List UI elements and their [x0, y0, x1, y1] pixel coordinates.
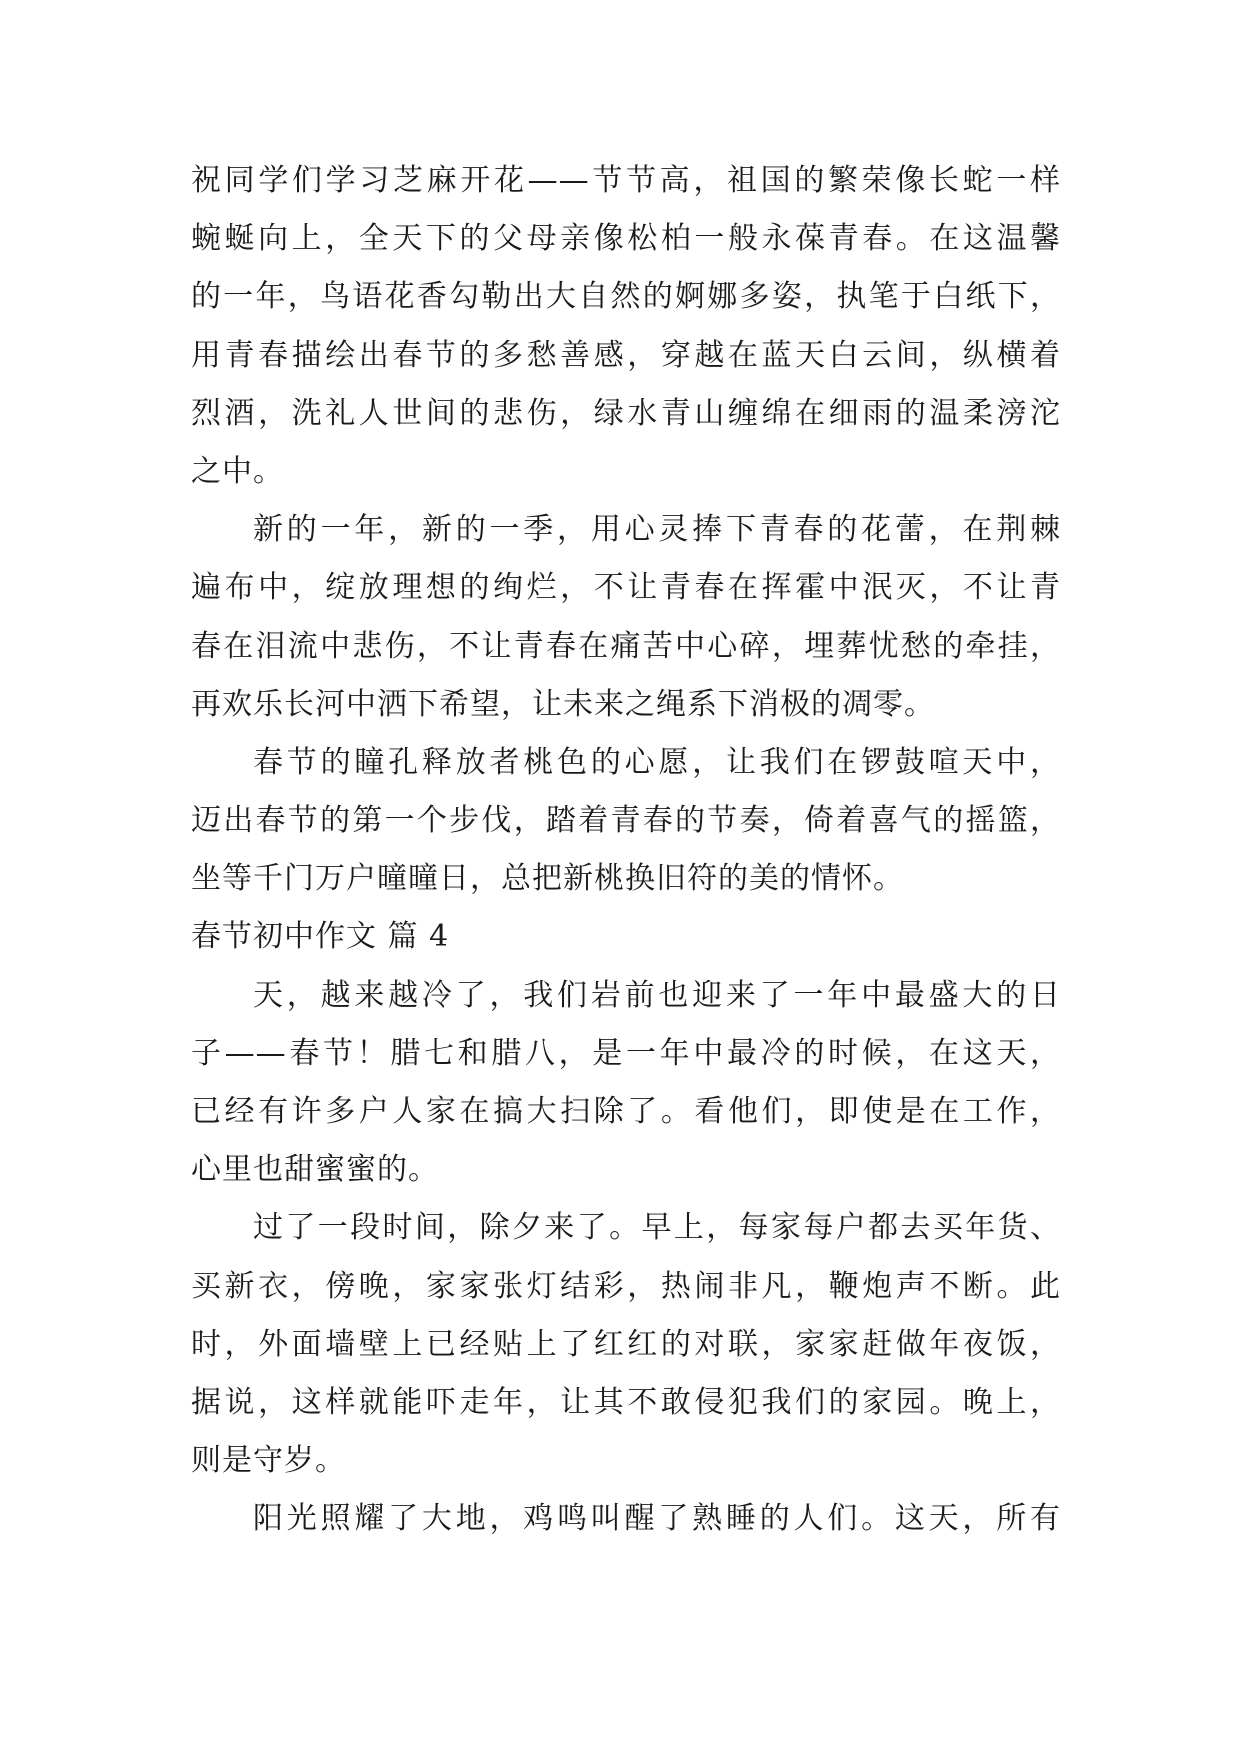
text-line: 则是守岁。 — [191, 1443, 346, 1479]
text-line: 春节的瞳孔释放者桃色的心愿，让我们在锣鼓喧天中， — [253, 744, 1061, 780]
text-line: 蜿蜒向上，全天下的父母亲像松柏一般永葆青春。在这温馨 — [191, 221, 1061, 257]
paragraph-6 — [191, 1490, 1061, 1548]
text-line: 买新衣，傍晚，家家张灯结彩，热闹非凡，鞭炮声不断。此 — [191, 1268, 1061, 1304]
text-line: 迈出春节的第一个步伐，踏着青春的节奏，倚着喜气的摇篮， — [191, 803, 1061, 839]
text-line: 之中。 — [191, 453, 284, 489]
text-line: 的一年，鸟语花香勾勒出大自然的婀娜多姿，执笔于白纸下， — [191, 279, 1061, 315]
paragraph-3 — [191, 734, 1061, 909]
text-line: 过了一段时间，除夕来了。早上，每家每户都去买年货、 — [253, 1210, 1061, 1246]
text-line: 子——春节！腊七和腊八，是一年中最冷的时候，在这天， — [191, 1035, 1061, 1071]
text-line: 用青春描绘出春节的多愁善感，穿越在蓝天白云间，纵横着 — [191, 337, 1061, 373]
paragraph-4 — [191, 967, 1061, 1200]
paragraph-1 — [191, 152, 1061, 501]
text-line: 烈酒，洗礼人世间的悲伤，绿水青山缠绵在细雨的温柔滂沱 — [191, 395, 1061, 431]
text-line: 新的一年，新的一季，用心灵捧下青春的花蕾，在荆棘 — [253, 512, 1061, 548]
text-line: 再欢乐长河中洒下希望，让未来之绳系下消极的凋零。 — [191, 686, 935, 722]
text-line: 心里也甜蜜蜜的。 — [191, 1152, 439, 1188]
section-heading: 春节初中作文 篇 4 — [191, 919, 450, 955]
text-line: 据说，这样就能吓走年，让其不敢侵犯我们的家园。晚上， — [191, 1384, 1061, 1420]
text-line: 遍布中，绽放理想的绚烂，不让青春在挥霍中泯灭，不让青 — [191, 570, 1061, 606]
paragraph-5 — [191, 1199, 1061, 1490]
text-line: 已经有许多户人家在搞大扫除了。看他们，即使是在工作， — [191, 1094, 1061, 1129]
paragraph-2 — [191, 501, 1061, 734]
text-line: 春在泪流中悲伤，不让青春在痛苦中心碎，埋葬忧愁的牵挂， — [191, 628, 1061, 664]
text-line: 祝同学们学习芝麻开花——节节高，祖国的繁荣像长蛇一样 — [191, 163, 1061, 198]
text-line: 阳光照耀了大地，鸡鸣叫醒了熟睡的人们。这天，所有 — [253, 1501, 1061, 1537]
text-line: 坐等千门万户曈曈日，总把新桃换旧符的美的情怀。 — [191, 861, 904, 897]
text-line: 天，越来越冷了，我们岩前也迎来了一年中最盛大的日 — [253, 977, 1061, 1013]
document-body — [191, 152, 1061, 1549]
text-line: 时，外面墙壁上已经贴上了红红的对联，家家赶做年夜饭， — [191, 1326, 1061, 1362]
